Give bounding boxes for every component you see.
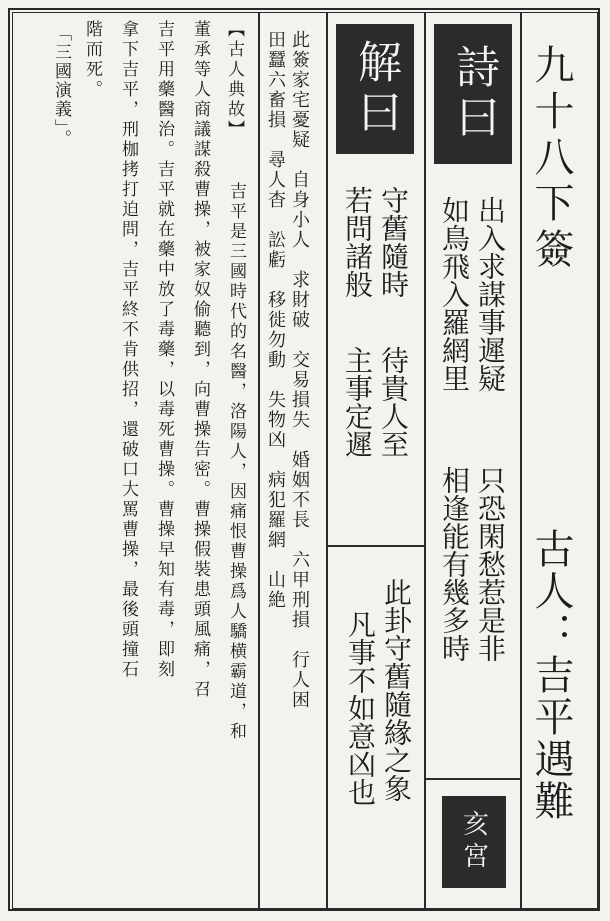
interpretation-line-3: 待貴人至 [377,346,410,458]
palace-label: 亥宮 [458,810,489,874]
summary-line-2: 凡事不如意凶也 [344,610,377,806]
divider-palace [424,778,522,780]
poem-line-4: 相逢能有幾多時 [438,466,471,662]
story-column-5: 階而死。 [82,20,102,100]
historical-figure: 古人：吉平遇難 [528,528,574,822]
interpretation-line-2: 若問諸般 [341,186,374,298]
summary-line-1: 此卦守舊隨緣之象 [380,578,413,802]
detail-line-2: 田蠶六畜損 尋人杳 訟虧 移徙勿動 失物凶 病犯羅網 山絶 [265,30,286,610]
divider-summary [326,545,426,547]
interpretation-label: 解曰 [350,39,401,139]
story-column-4: 拿下吉平，刑枷拷打迫問，吉平終不肯供招，還破口大罵曹操，最後頭撞石 [118,20,138,680]
story-column-1: 吉平是三國時代的名醫，洛陽人，因痛恨曹操爲人驕横霸道，和 [226,182,246,742]
interpretation-label-box [336,24,414,154]
poem-label-box [434,24,512,164]
story-column-2: 董承等人商議謀殺曹操，被家奴偷聽到，向曹操告密。曹操假裝患頭風痛，召 [190,20,210,700]
story-source: 「三國演義」。 [51,24,71,149]
interpretation-line-4: 主事定遲 [341,346,374,458]
poem-line-3: 只恐閑愁惹是非 [474,466,507,662]
palace-box [442,796,506,888]
divider-interpretation-column [326,13,328,908]
detail-line-1: 此簽家宅憂疑 自身小人 求財破 交易損失 婚姻不長 六甲刑損 行人困 [289,30,310,710]
poem-line-2: 如鳥飛入羅網里 [438,196,471,392]
poem-line-1: 出入求謀事遲疑 [474,196,507,392]
story-column-3: 吉平用藥醫治。吉平就在藥中放了毒藥，以毒死曹操。曹操早知有毒，即刻 [154,20,174,680]
divider-title-column [520,13,522,908]
poem-label: 詩曰 [448,44,499,144]
divider-poem-column [424,13,426,908]
divider-detail-column [258,13,260,908]
interpretation-line-1: 守舊隨時 [377,186,410,298]
story-label: 【古人典故】 [224,20,244,140]
slip-title: 九十八下簽 [528,44,574,274]
